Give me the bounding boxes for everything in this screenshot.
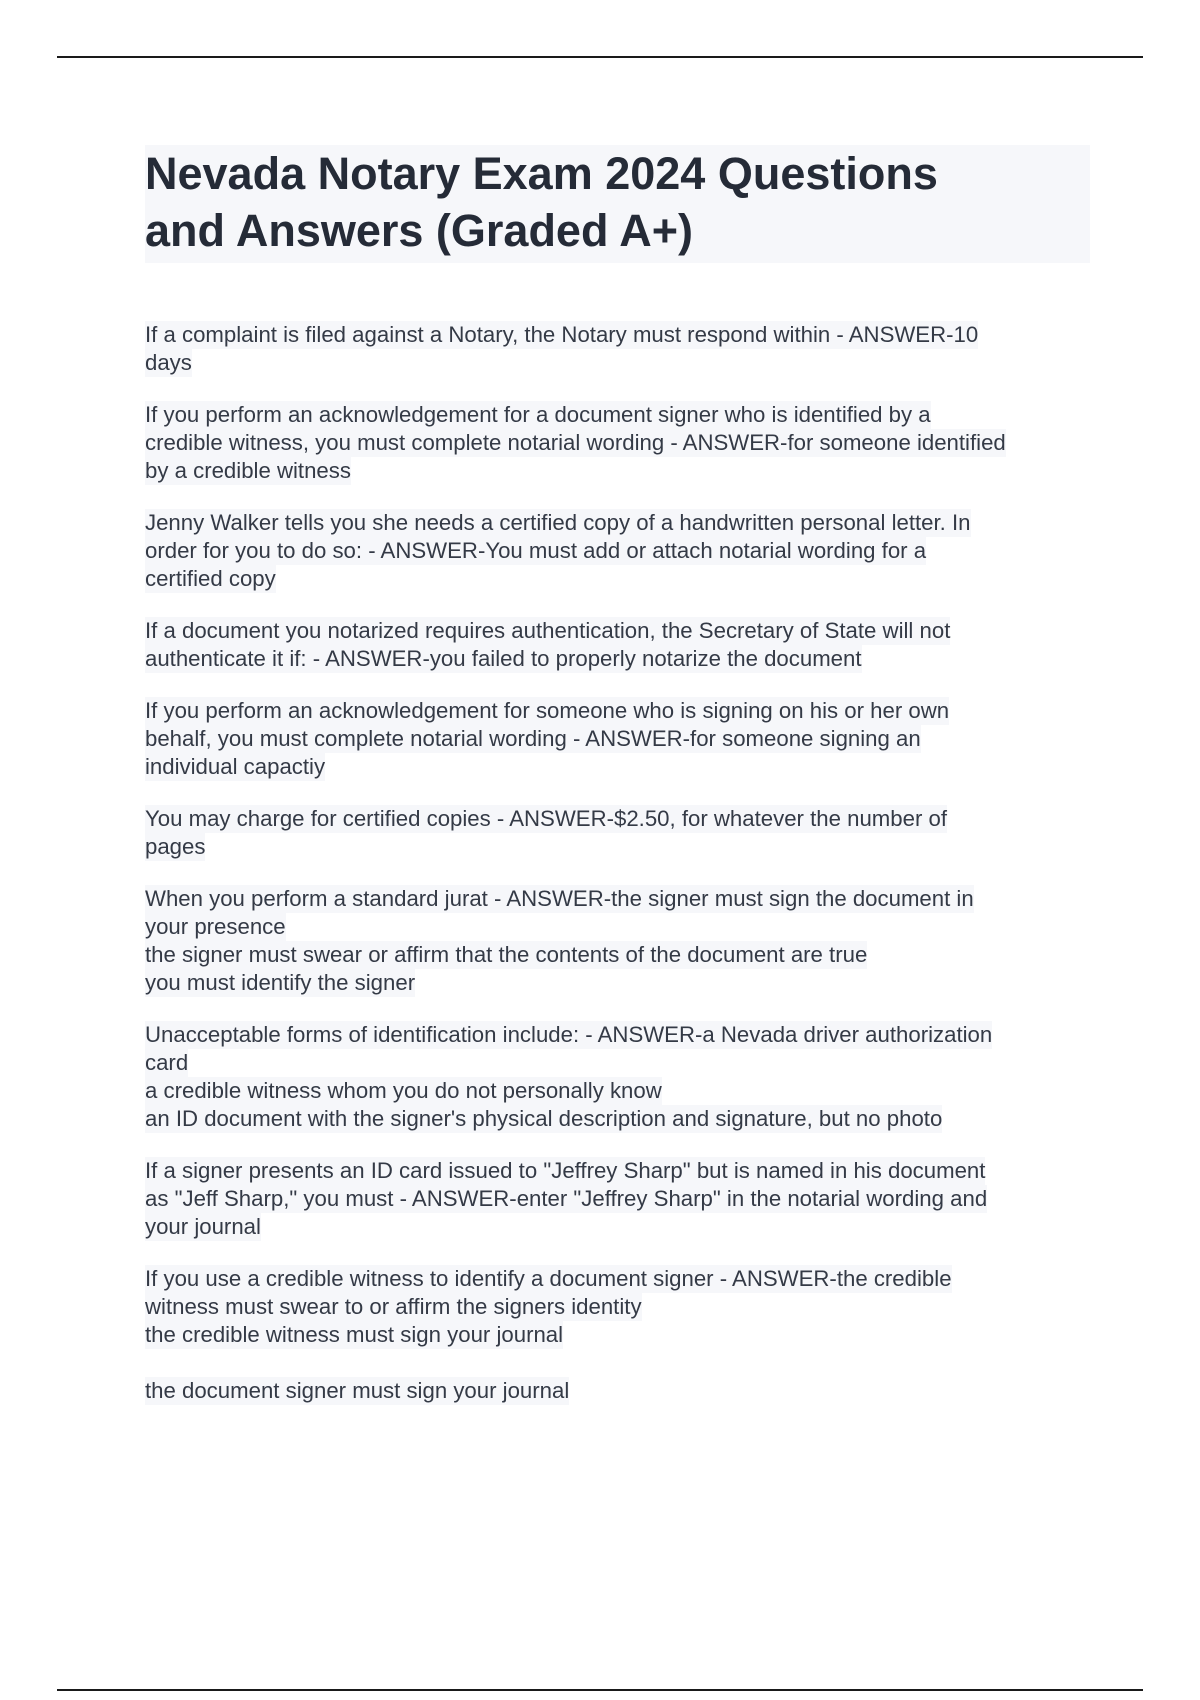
- qa-line: the credible witness must sign your journal: [145, 1322, 564, 1347]
- qa-line: If you perform an acknowledgement for a document signer who is identified by a: [145, 402, 931, 427]
- document-title: [145, 145, 1086, 259]
- qa-line: you must identify the signer: [145, 970, 416, 995]
- qa-item: [145, 617, 1090, 673]
- qa-line: authenticate it if: - ANSWER-you failed to properly notarize the document: [145, 646, 862, 671]
- qa-line: behalf, you must complete notarial wording - ANSWER-for someone signing an: [145, 726, 921, 751]
- qa-item: [145, 1157, 1090, 1241]
- qa-line: order for you to do so: - ANSWER-You must add or attach notarial wording for a: [145, 538, 927, 563]
- qa-line: individual capactiy: [145, 754, 326, 779]
- qa-line: an ID document with the signer's physical description and signature, but no photo: [145, 1106, 943, 1131]
- qa-item: [145, 697, 1090, 781]
- qa-line: certified copy: [145, 566, 276, 591]
- bottom-rule: [57, 1689, 1143, 1691]
- qa-line: When you perform a standard jurat - ANSWER-the signer must sign the document in: [145, 886, 974, 911]
- qa-line: witness must swear to or affirm the signers identity: [145, 1294, 642, 1319]
- qa-line: the signer must swear or affirm that the contents of the document are true: [145, 942, 868, 967]
- qa-item: [145, 509, 1090, 593]
- qa-line: days: [145, 350, 192, 375]
- qa-line: by a credible witness: [145, 458, 351, 483]
- qa-line: If a signer presents an ID card issued to "Jeffrey Sharp" but is named in his document: [145, 1158, 986, 1183]
- line-spacer: [145, 1349, 1090, 1377]
- title-line-2: and Answers (Graded A+): [145, 205, 694, 256]
- top-rule: [57, 56, 1143, 58]
- qa-line: Jenny Walker tells you she needs a certified copy of a handwritten personal letter. In: [145, 510, 971, 535]
- qa-item: [145, 1265, 1090, 1405]
- qa-item: [145, 1021, 1090, 1133]
- qa-line: You may charge for certified copies - ANSWER-$2.50, for whatever the number of: [145, 806, 948, 831]
- qa-line: pages: [145, 834, 206, 859]
- qa-line: If a document you notarized requires authentication, the Secretary of State will not: [145, 618, 951, 643]
- qa-item: [145, 805, 1090, 861]
- qa-line: your presence: [145, 914, 286, 939]
- qa-item: [145, 885, 1090, 997]
- qa-item: [145, 321, 1090, 377]
- qa-line: the document signer must sign your journal: [145, 1378, 570, 1403]
- qa-line: If a complaint is filed against a Notary, the Notary must respond within - ANSWER-10: [145, 322, 979, 347]
- qa-line: as "Jeff Sharp," you must - ANSWER-enter "Jeffrey Sharp" in the notarial wording and: [145, 1186, 988, 1211]
- qa-line: Unacceptable forms of identification include: - ANSWER-a Nevada driver authorization: [145, 1022, 993, 1047]
- qa-line: If you use a credible witness to identify a document signer - ANSWER-the credible: [145, 1266, 952, 1291]
- qa-list: [145, 321, 1090, 1405]
- qa-line: credible witness, you must complete notarial wording - ANSWER-for someone identified: [145, 430, 1006, 455]
- title-block: [145, 145, 1090, 263]
- qa-line: card: [145, 1050, 189, 1075]
- qa-line: your journal: [145, 1214, 261, 1239]
- qa-line: a credible witness whom you do not personally know: [145, 1078, 662, 1103]
- title-line-1: Nevada Notary Exam 2024 Questions: [145, 148, 938, 199]
- qa-item: [145, 401, 1090, 485]
- qa-line: If you perform an acknowledgement for someone who is signing on his or her own: [145, 698, 950, 723]
- document-body: [145, 145, 1090, 1429]
